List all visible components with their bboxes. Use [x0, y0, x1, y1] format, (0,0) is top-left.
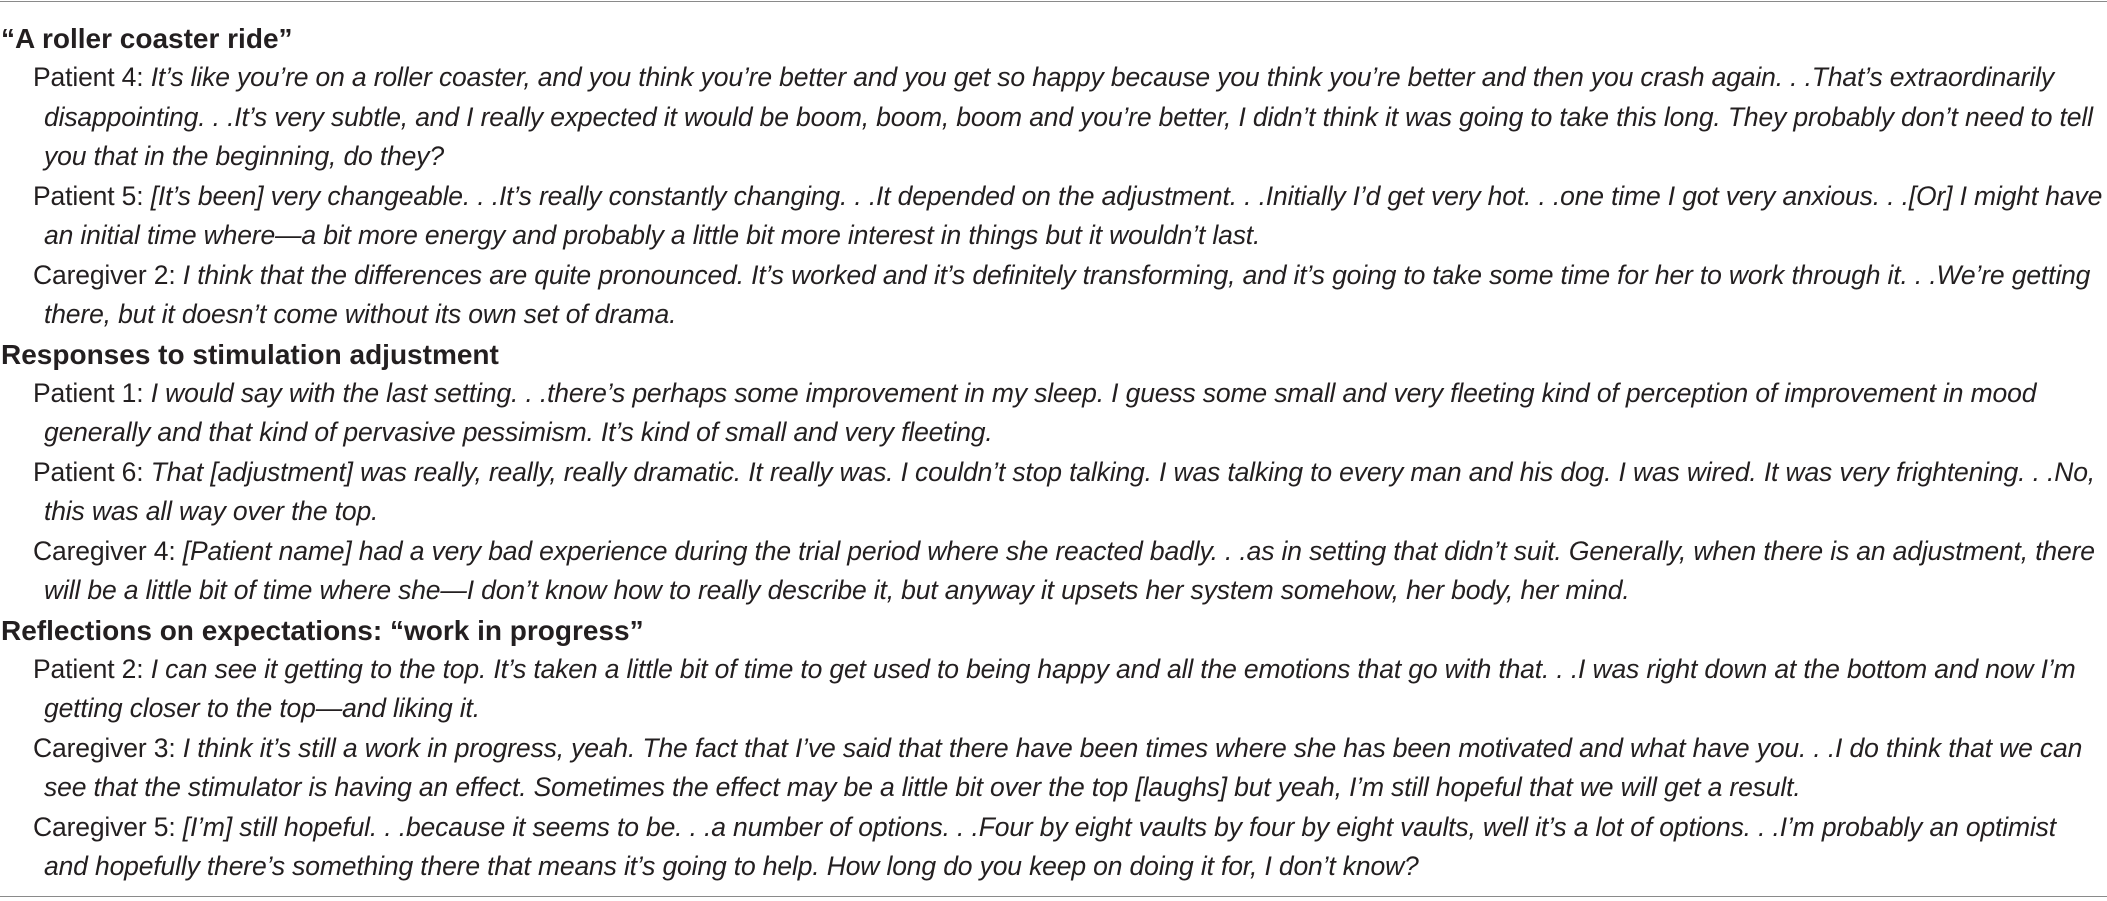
quote-text: I would say with the last setting. . .there’s perhaps some improvement in my sleep. I guess some small and very fleeting kind of perception of improvement in mood generally and that kind of pervasive pessimism. It’s kind of small and very fleeting.: [44, 377, 2037, 447]
section-heading-stimulation-adjustment: Responses to stimulation adjustment: [1, 338, 499, 370]
quote-text: I think it’s still a work in progress, yeah. The fact that I’ve said that there have been times where she has been motivated and what have you. . .I do think that we can see that the stimulator is having an effect. Sometimes the effect may be a little bit over the top [laughs] but yeah, I’m still hopeful that we will get a result.: [44, 732, 2083, 802]
quote-speaker: Patient 4:: [33, 62, 144, 92]
quote-speaker: Patient 2:: [33, 653, 144, 684]
quote-speaker: Caregiver 5:: [33, 811, 176, 842]
quote-speaker: Caregiver 3:: [33, 732, 176, 763]
quote-patient-2: [11, 650, 2106, 729]
quote-text: I can see it getting to the top. It’s taken a little bit of time to get used to being happy and all the emotions that go with that. . .I was right down at the bottom and now I’m getting closer to the top—and liking it.: [44, 653, 2076, 723]
table-top-rule: [0, 1, 2107, 2]
table-bottom-rule: [0, 896, 2107, 897]
quote-speaker: Patient 5:: [33, 180, 144, 211]
quote-text: [Patient name] had a very bad experience during the trial period where she reacted badly. . .as in setting that didn’t suit. Generally, when there is an adjustment, there will be a little bit of time where she—I don’t know how to really describe it, but anyway it upsets her system somehow, her body, her mind.: [44, 535, 2095, 605]
quote-patient-1: [11, 374, 2106, 453]
quote-caregiver-5: [11, 808, 2106, 887]
quote-caregiver-2: [11, 256, 2106, 335]
quote-text: [It’s been] very changeable. . .It’s really constantly changing. . .It depended on the adjustment. . .Initially I’d get very hot. . .one time I got very anxious. . .[Or] I might have an initial time where—a bit more energy and probably a little bit more interest in things but it wouldn’t last.: [44, 180, 2103, 250]
table-body: [0, 19, 2103, 887]
section-heading-work-in-progress: Reflections on expectations: “work in progress”: [1, 614, 644, 646]
quote-speaker: Caregiver 4:: [33, 535, 176, 566]
quote-text: It’s like you’re on a roller coaster, and you think you’re better and you get so happy because you think you’re better and then you crash again. . .That’s extraordinarily disappointing. . .It’s very subtle, and I really expected it would be boom, boom, boom and you’re better, I didn’t think it was going to take this long. They probably don’t need to tell you that in the beginning, do they?: [44, 62, 2093, 171]
quote-text: I think that the differences are quite pronounced. It’s worked and it’s definitely transforming, and it’s going to take some time for her to work through it. . .We’re getting there, but it doesn’t come without its own set of drama.: [44, 259, 2091, 329]
quote-caregiver-4: [11, 532, 2106, 611]
quote-speaker: Caregiver 2:: [33, 259, 176, 290]
section-heading-roller-coaster: “A roller coaster ride”: [1, 23, 293, 54]
quote-patient-5: [11, 177, 2106, 256]
quote-speaker: Patient 1:: [33, 377, 144, 408]
quote-text: That [adjustment] was really, really, really dramatic. It really was. I couldn’t stop talking. I was talking to every man and his dog. I was wired. It was very frightening. . .No, this was all way over the top.: [44, 456, 2095, 526]
quote-caregiver-3: [11, 729, 2106, 808]
quote-speaker: Patient 6:: [33, 456, 144, 487]
quote-patient-4: [11, 58, 2106, 177]
quote-patient-6: [11, 453, 2106, 532]
quote-text: [I’m] still hopeful. . .because it seems to be. . .a number of options. . .Four by eight vaults by four by eight vaults, well it’s a lot of options. . .I’m probably an optimist and hopefully there’s something there that means it’s going to help. How long do you keep on doing it for, I don’t know?: [44, 811, 2056, 881]
